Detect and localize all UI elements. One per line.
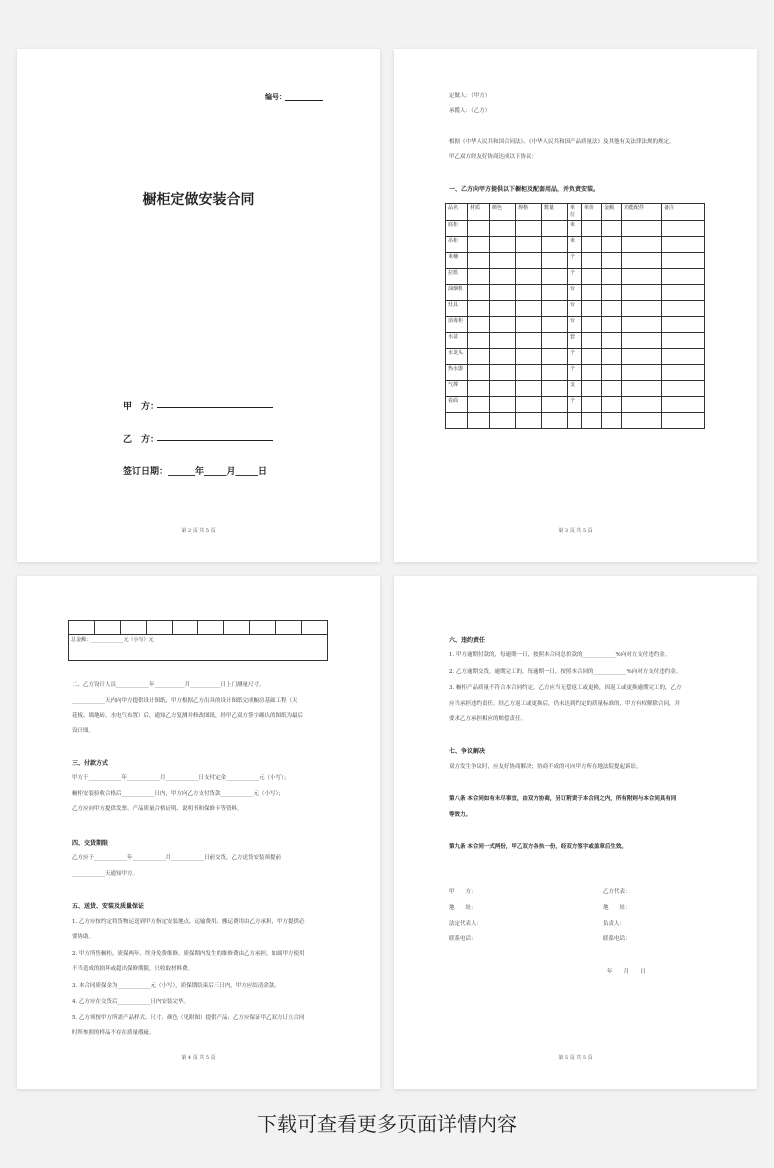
table-cell — [542, 237, 568, 253]
table-cell — [602, 269, 622, 285]
table-cell — [602, 285, 622, 301]
party-b-address: 地 址： — [603, 905, 631, 911]
table-cell — [468, 237, 490, 253]
document-page-cover — [17, 49, 380, 562]
item-name-cell: 气撑 — [446, 381, 468, 397]
page-footer: 第 3 页 共 5 页 — [558, 528, 593, 534]
article-9: 第九条 本合同一式两份，甲乙双方各执一份，经双方签字或盖章后生效。 — [449, 844, 627, 850]
table-row — [446, 285, 705, 301]
table-cell — [490, 349, 516, 365]
table-cell — [662, 285, 705, 301]
section-6-line-5: 要求乙方承担相应的赔偿责任。 — [449, 716, 527, 722]
table-row — [446, 365, 705, 381]
sign-date: 签订日期：______年_____月_____日 — [123, 467, 268, 477]
table-cell — [602, 413, 622, 429]
total-row — [69, 635, 328, 661]
section-5-line-2: 要协助。 — [72, 934, 95, 940]
table-cell — [542, 317, 568, 333]
table-cell — [468, 285, 490, 301]
table-row — [446, 349, 705, 365]
table-cell — [490, 269, 516, 285]
table-header-cell: 材质 — [468, 204, 490, 221]
table-cell — [622, 413, 662, 429]
table-cell — [468, 333, 490, 349]
table-cell — [516, 333, 542, 349]
table-cell — [622, 349, 662, 365]
table-cell — [446, 413, 468, 429]
table-cell — [542, 381, 568, 397]
table-cell — [602, 301, 622, 317]
table-cell — [582, 269, 602, 285]
table-row — [446, 317, 705, 333]
section-1-heading: 一、乙方向甲方提供以下橱柜及配套用品，并负责安装。 — [449, 186, 600, 193]
document-page-terms — [17, 576, 380, 1089]
section-3-line-1: 甲方于____________年____________月____________日支付定金____________元（小写）； — [72, 775, 290, 781]
section-6-line-2: 2. 乙方逾期交货，逾期完工的，每逾期一日，按照本合同的____________%向对方支付违约金。 — [449, 669, 682, 675]
section-5-line-5: 3. 本合同质保金为____________元（小写），质保期结束后三日内，甲方应结清余款。 — [72, 983, 280, 989]
table-cell — [542, 285, 568, 301]
section-5-line-1: 1. 乙方应按约定将货物运送到甲方指定安装地点，运输费用、搬运费用由乙方承担，甲方提供必 — [72, 919, 305, 925]
item-unit-cell: 个 — [568, 397, 582, 413]
table-row — [446, 253, 705, 269]
table-row — [446, 397, 705, 413]
item-unit-cell: 台 — [568, 301, 582, 317]
table-row — [446, 237, 705, 253]
table-cell — [468, 221, 490, 237]
table-cell — [542, 349, 568, 365]
document-page-signatures — [394, 576, 757, 1089]
section-4-heading: 四、交货期限 — [72, 840, 109, 847]
table-header-cell: 品名 — [446, 204, 468, 221]
table-cell — [490, 333, 516, 349]
table-cell — [490, 285, 516, 301]
table-header-cell: 备注 — [662, 204, 705, 221]
table-cell — [490, 237, 516, 253]
table-header-row — [446, 204, 705, 221]
contract-number-label: 编号： — [265, 92, 286, 101]
section-6-line-3: 3. 橱柜产品质量不符合本合同约定，乙方应当无偿返工或更换，因返工或更换逾期完工的，乙方 — [449, 685, 682, 691]
table-cell — [516, 317, 542, 333]
item-name-cell: 底柜 — [446, 221, 468, 237]
orderer-line: 定做人：（甲方） — [449, 93, 491, 99]
table-header-cell: 单价 — [582, 204, 602, 221]
article-8-line-1: 第八条 本合同如有未尽事宜，由双方协商，另订附责于本合同之内，所有附则与本合同具有同 — [449, 796, 677, 802]
section-5-line-6: 4. 乙方应在交货后____________日内安装完毕。 — [72, 999, 189, 1005]
table-cell — [662, 365, 705, 381]
section-5-line-4: 不当造成的损坏或超出保修期限，只收取材料费。 — [72, 966, 194, 972]
party-a-address: 地 址： — [449, 905, 477, 911]
table-cell — [602, 349, 622, 365]
section-6-line-4: 应当承担违约责任。经乙方返工或更换后，仍未达到约定的质量标准的，甲方有权解除合同，并 — [449, 701, 681, 707]
table-cell — [490, 317, 516, 333]
table-cell — [582, 301, 602, 317]
table-cell — [516, 397, 542, 413]
section-6-line-1: 1. 甲方逾期付款的，每逾期一日，按照本合同总价款的____________%向对方支付违约金。 — [449, 652, 671, 658]
item-name-cell: 热水器 — [446, 365, 468, 381]
section-3-line-3: 乙方应向甲方提供发票、产品质量合格证明、说明书和保修卡等资料。 — [72, 806, 243, 812]
table-cell — [582, 253, 602, 269]
table-cell — [582, 381, 602, 397]
table-row — [446, 381, 705, 397]
table-cell — [582, 221, 602, 237]
table-cell — [622, 365, 662, 381]
section-5-line-3: 2. 甲方所售橱柜，质保两年、终身免费维修。质保期内发生的维修费由乙方承担。如属甲方使用 — [72, 951, 305, 957]
table-header-cell: 数量 — [542, 204, 568, 221]
item-name-cell: 看面 — [446, 397, 468, 413]
table-cell — [516, 365, 542, 381]
goods-table — [445, 203, 705, 429]
article-8-line-2: 等效力。 — [449, 812, 472, 818]
item-unit-cell: 台 — [568, 285, 582, 301]
table-header-cell: 功能配件 — [622, 204, 662, 221]
item-name-cell: 水盆 — [446, 333, 468, 349]
table-cell — [602, 221, 622, 237]
party-a-rep: 甲 方： — [449, 889, 477, 895]
table-cell — [582, 349, 602, 365]
download-caption: 下载可查看更多页面详情内容 — [257, 1112, 517, 1136]
section-4-line-1: 乙方应于____________年____________月____________日前交货，乙方送货安装须提前 — [72, 855, 282, 861]
table-cell — [468, 349, 490, 365]
table-cell — [468, 269, 490, 285]
section-2-line-3: 花板、墙地砖、水电气布置）后，通知乙方复测并修改图纸，经甲乙双方签字确认的图纸为最后 — [72, 713, 304, 719]
table-cell — [602, 333, 622, 349]
table-cell — [568, 413, 582, 429]
table-cell — [622, 237, 662, 253]
table-cell — [516, 221, 542, 237]
section-7-heading: 七、争议解决 — [449, 748, 486, 755]
table-cell — [582, 285, 602, 301]
table-cell — [490, 397, 516, 413]
table-cell — [490, 221, 516, 237]
table-cell — [602, 397, 622, 413]
table-cell — [622, 301, 662, 317]
table-cell — [516, 349, 542, 365]
table-cell — [542, 333, 568, 349]
table-row — [446, 301, 705, 317]
table-cell — [622, 317, 662, 333]
party-b-label: 乙 方： — [123, 435, 160, 445]
table-cell — [468, 301, 490, 317]
table-cell — [582, 397, 602, 413]
table-cell — [622, 269, 662, 285]
item-unit-cell: 米 — [568, 237, 582, 253]
item-unit-cell: 台 — [568, 317, 582, 333]
table-cell — [602, 381, 622, 397]
table-cell — [622, 397, 662, 413]
party-a-legal-rep: 法定代表人： — [449, 921, 483, 927]
section-3-heading: 三、付款方式 — [72, 760, 109, 767]
table-cell — [662, 221, 705, 237]
page-footer: 第 2 页 共 5 页 — [181, 528, 216, 534]
table-row — [446, 269, 705, 285]
table-cell — [516, 381, 542, 397]
table-cell — [468, 365, 490, 381]
table-cell — [516, 269, 542, 285]
table-cell — [516, 285, 542, 301]
item-name-cell: 吊柜 — [446, 237, 468, 253]
table-cell — [662, 253, 705, 269]
table-cell — [602, 237, 622, 253]
table-cell — [602, 365, 622, 381]
table-row — [446, 333, 705, 349]
item-unit-cell: 个 — [568, 349, 582, 365]
section-4-line-2: ____________天通知甲方。 — [72, 871, 139, 877]
table-cell — [622, 381, 662, 397]
table-cell — [662, 333, 705, 349]
item-unit-cell: 套 — [568, 333, 582, 349]
table-cell — [662, 349, 705, 365]
party-b-person: 负责人： — [603, 921, 626, 927]
table-row — [446, 221, 705, 237]
party-a-line — [157, 407, 273, 408]
document-page-goods — [394, 49, 757, 562]
item-name-cell: 消毒柜 — [446, 317, 468, 333]
document-title: 橱柜定做安装合同 — [142, 192, 255, 208]
section-5-heading: 五、送货、安装及质量保证 — [72, 903, 145, 910]
section-7-line-1: 双方发生争议时，应友好协商解决；协商不成的可向甲方所在地法院提起诉讼。 — [449, 764, 642, 770]
table-cell — [662, 301, 705, 317]
contract-number-line — [285, 100, 323, 101]
table-cell — [468, 253, 490, 269]
basis-text-2: 甲乙双方经友好协商达成以下协议： — [449, 154, 538, 160]
table-cell — [662, 269, 705, 285]
party-a-phone: 联系电话： — [449, 936, 477, 942]
section-2-line-1: 二、乙方设计人员____________年___________月___________日上门测量尺寸。 — [72, 682, 265, 688]
item-unit-cell: 米 — [568, 221, 582, 237]
page-footer: 第 5 页 共 5 页 — [558, 1055, 593, 1061]
basis-text-1: 根据《中华人民共和国合同法》、《中华人民共和国产品质量法》及其他有关法律法规的规定， — [449, 139, 675, 145]
goods-table-continued — [68, 620, 328, 661]
item-unit-cell: 个 — [568, 365, 582, 381]
item-unit-cell: 个 — [568, 253, 582, 269]
table-cell — [582, 237, 602, 253]
table-cell — [542, 365, 568, 381]
table-cell — [662, 237, 705, 253]
table-cell — [468, 317, 490, 333]
page-footer: 第 4 页 共 5 页 — [181, 1055, 216, 1061]
table-header-cell: 单位 — [568, 204, 582, 221]
table-row — [446, 413, 705, 429]
table-cell — [490, 301, 516, 317]
table-cell — [662, 397, 705, 413]
table-cell — [542, 253, 568, 269]
table-cell — [622, 221, 662, 237]
table-cell — [468, 413, 490, 429]
table-cell — [662, 317, 705, 333]
table-cell — [490, 413, 516, 429]
party-b-line — [157, 440, 273, 441]
table-cell — [542, 413, 568, 429]
table-cell — [582, 317, 602, 333]
table-cell — [516, 237, 542, 253]
table-cell — [490, 381, 516, 397]
table-cell — [662, 413, 705, 429]
table-cell — [602, 317, 622, 333]
table-cell — [516, 301, 542, 317]
sign-date: 年 月 日 — [607, 969, 646, 975]
table-cell — [582, 413, 602, 429]
party-a-label: 甲 方： — [123, 402, 160, 412]
table-cell — [542, 221, 568, 237]
table-header-cell: 规格 — [516, 204, 542, 221]
table-cell — [468, 381, 490, 397]
table-cell — [542, 269, 568, 285]
section-2-line-4: 设计图。 — [72, 728, 95, 734]
table-header-cell: 金额 — [602, 204, 622, 221]
section-5-line-8: 时所参照的样品不存在质量瑕疵。 — [72, 1030, 155, 1036]
table-header-cell: 颜色 — [490, 204, 516, 221]
table-cell — [542, 301, 568, 317]
table-cell — [622, 285, 662, 301]
total-amount: 总金额：_____________元（小写）元 — [69, 635, 328, 661]
item-name-cell: 米桶 — [446, 253, 468, 269]
section-6-heading: 六、违约责任 — [449, 637, 486, 644]
table-cell — [490, 365, 516, 381]
party-b-phone: 联系电话： — [603, 936, 631, 942]
party-b-rep: 乙方代表： — [603, 889, 631, 895]
table-cell — [468, 397, 490, 413]
table-row — [69, 621, 328, 635]
item-unit-cell: 个 — [568, 269, 582, 285]
item-name-cell: 拉篮 — [446, 269, 468, 285]
table-cell — [516, 413, 542, 429]
item-unit-cell: 支 — [568, 381, 582, 397]
section-3-line-2: 橱柜安装验收合格后____________日内，甲方向乙方支付货款____________元（小写）； — [72, 791, 284, 797]
table-cell — [662, 381, 705, 397]
item-name-cell: 水龙头 — [446, 349, 468, 365]
item-name-cell: 油烟机 — [446, 285, 468, 301]
section-2-line-2: ____________天内向甲方提供设计图纸，甲方根据乙方出具的设计图纸完成橱房基础工程（天 — [72, 698, 298, 704]
table-cell — [582, 365, 602, 381]
table-cell — [622, 253, 662, 269]
item-name-cell: 灶具 — [446, 301, 468, 317]
table-cell — [516, 253, 542, 269]
table-cell — [582, 333, 602, 349]
table-cell — [542, 397, 568, 413]
contractor-line: 承揽人：（乙方） — [449, 108, 491, 114]
table-cell — [602, 253, 622, 269]
table-cell — [490, 253, 516, 269]
table-cell — [622, 333, 662, 349]
section-5-line-7: 5. 乙方须按甲方所需产品样式、尺寸、颜色（见附图）提供产品；乙方应保证甲乙双方订立合同 — [72, 1015, 305, 1021]
